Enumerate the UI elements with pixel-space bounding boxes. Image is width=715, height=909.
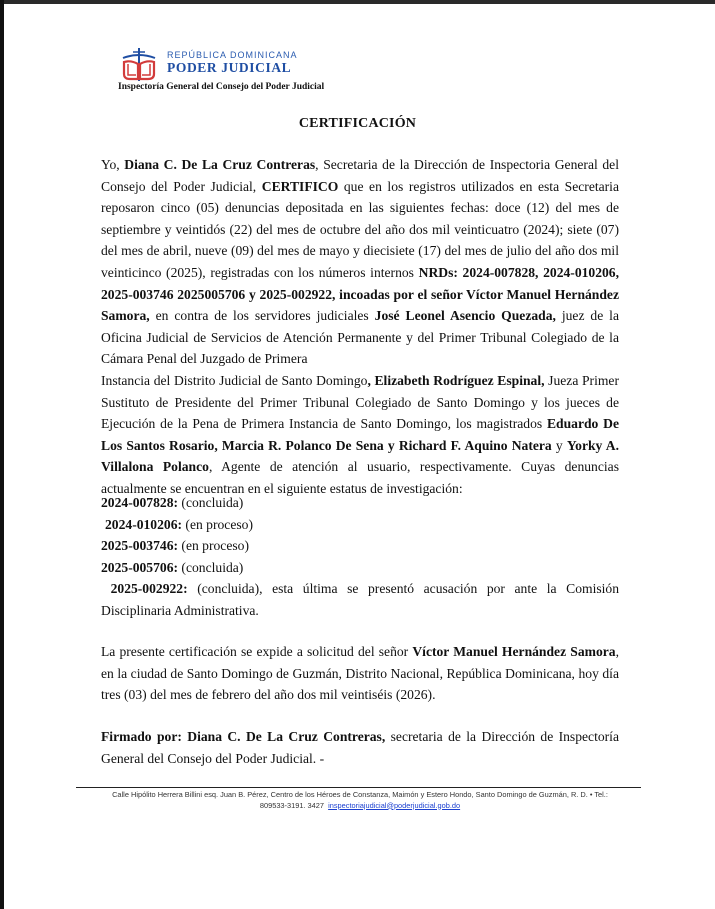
status-value: (concluida) <box>178 495 244 510</box>
signed-by: Firmado por: Diana C. De La Cruz Contreras, <box>101 729 386 744</box>
scales-book-emblem-icon <box>120 48 158 82</box>
text-run: Yo, <box>101 157 125 172</box>
text-run: juez de la Oficina Judicial de Servicios de Atención Permanente y del Primer Tribunal Colegiado de la Cámara Penal del Juzgado de Primera <box>101 308 619 367</box>
status-item <box>101 557 619 579</box>
status-nrd: 2024-007828: <box>101 495 179 510</box>
text-run: Instancia del Distrito Judicial de Santo Domingo <box>101 372 368 388</box>
status-list <box>101 492 619 622</box>
text-run: , Secretaria de la Dirección de Inspectoria General del Consejo del Poder Judicial, <box>101 157 619 194</box>
letterhead-department: Inspectoría General del Consejo del Poder Judicial <box>118 82 325 92</box>
status-item <box>101 535 619 557</box>
footer-contact-line <box>70 801 650 812</box>
certification-paragraph <box>101 154 619 500</box>
status-item <box>101 492 619 514</box>
footer-divider <box>76 787 641 788</box>
text-run: y <box>551 437 567 453</box>
document-title: CERTIFICACIÓN <box>298 116 417 131</box>
agent-name: Yorky A. Villalona Polanco <box>101 437 619 475</box>
footer-phone: 809533-3191. 3427 <box>259 800 324 810</box>
footer <box>70 790 650 811</box>
requester-name: Víctor Manuel Hernández Samora <box>412 644 616 659</box>
status-item <box>101 578 619 621</box>
status-nrd: 2024-010206: <box>105 516 183 532</box>
letterhead-country: REPÚBLICA DOMINICANA <box>167 50 298 60</box>
status-value: (concluida) <box>178 559 244 575</box>
text-run: en contra de los servidores judiciales <box>149 308 375 324</box>
text-run: La presente certificación se expide a solicitud del señor <box>101 644 413 659</box>
text-run: que en los registros utilizados en esta Secretaria reposaron cinco (05) denuncias depositada en las siguientes fechas: doce (12) del mes de septiembre y veintidós (22) del mes de octubre del año dos mil veinticuatro (2024); siete (07) del mes de abril, nueve (09) del mes de mayo y diecisiete (17) del mes de julio del año dos mil veinticinco (2025), registradas con los números internos <box>101 178 619 280</box>
nrd-numbers: NRDs: 2024-007828, 2024-010206, 2025-003746 2025005706 y 2025-002922, incoadas por el señor Víctor Manuel Hernández Samora, <box>101 264 619 324</box>
judge-name: , Elizabeth Rodríguez Espinal, <box>367 372 545 388</box>
status-nrd: 2025-002922: <box>110 581 188 597</box>
letterhead-institution: PODER JUDICIAL <box>167 60 292 75</box>
signature-paragraph <box>101 726 619 769</box>
letterhead <box>120 48 420 98</box>
certifico-keyword: CERTIFICO <box>261 178 339 194</box>
judge-name: José Leonel Asencio Quezada, <box>374 308 556 324</box>
status-value: (en proceso) <box>182 516 253 532</box>
footer-address: Calle Hipólito Herrera Billini esq. Juan B. Pérez, Centro de los Héroes de Constanza, Maimón y Estero Hondo, Santo Domingo de Guzmán, R. D. • Tel.: <box>112 790 608 799</box>
text-run: , Agente de atención al usuario, respectivamente. Cuyas denuncias actualmente se encuentran en el siguiente estatus de investigación: <box>101 459 619 496</box>
issuance-paragraph <box>101 641 619 706</box>
status-nrd: 2025-005706: <box>101 559 179 575</box>
text-run: Jueza Primer Sustituto de Presidente del Primer Tribunal Colegiado de Santo Domingo y los jueces de Ejecución de la Pena de Primera Instancia de Santo Domingo, los magistrados <box>101 372 619 432</box>
magistrates-names: Eduardo De Los Santos Rosario, Marcia R. Polanco De Sena y Richard F. Aquino Natera <box>101 416 620 453</box>
status-value: (concluida), esta última se presentó acusación por ante la Comisión Disciplinaria Administrativa. <box>101 581 620 618</box>
status-value: (en proceso) <box>178 538 249 554</box>
certifier-name: Diana C. De La Cruz Contreras <box>124 157 316 172</box>
text-run: , en la ciudad de Santo Domingo de Guzmán, Distrito Nacional, República Dominicana, hoy día tres (03) del mes de febrero del año dos mil veintiséis (2026). <box>101 644 619 703</box>
text-run: secretaria de la Dirección de Inspectoría General del Consejo del Poder Judicial. - <box>101 729 619 766</box>
footer-email-link[interactable]: inspectoriajudicial@poderjudicial.gob.do <box>328 800 461 810</box>
status-item <box>101 514 619 536</box>
status-nrd: 2025-003746: <box>101 538 179 554</box>
